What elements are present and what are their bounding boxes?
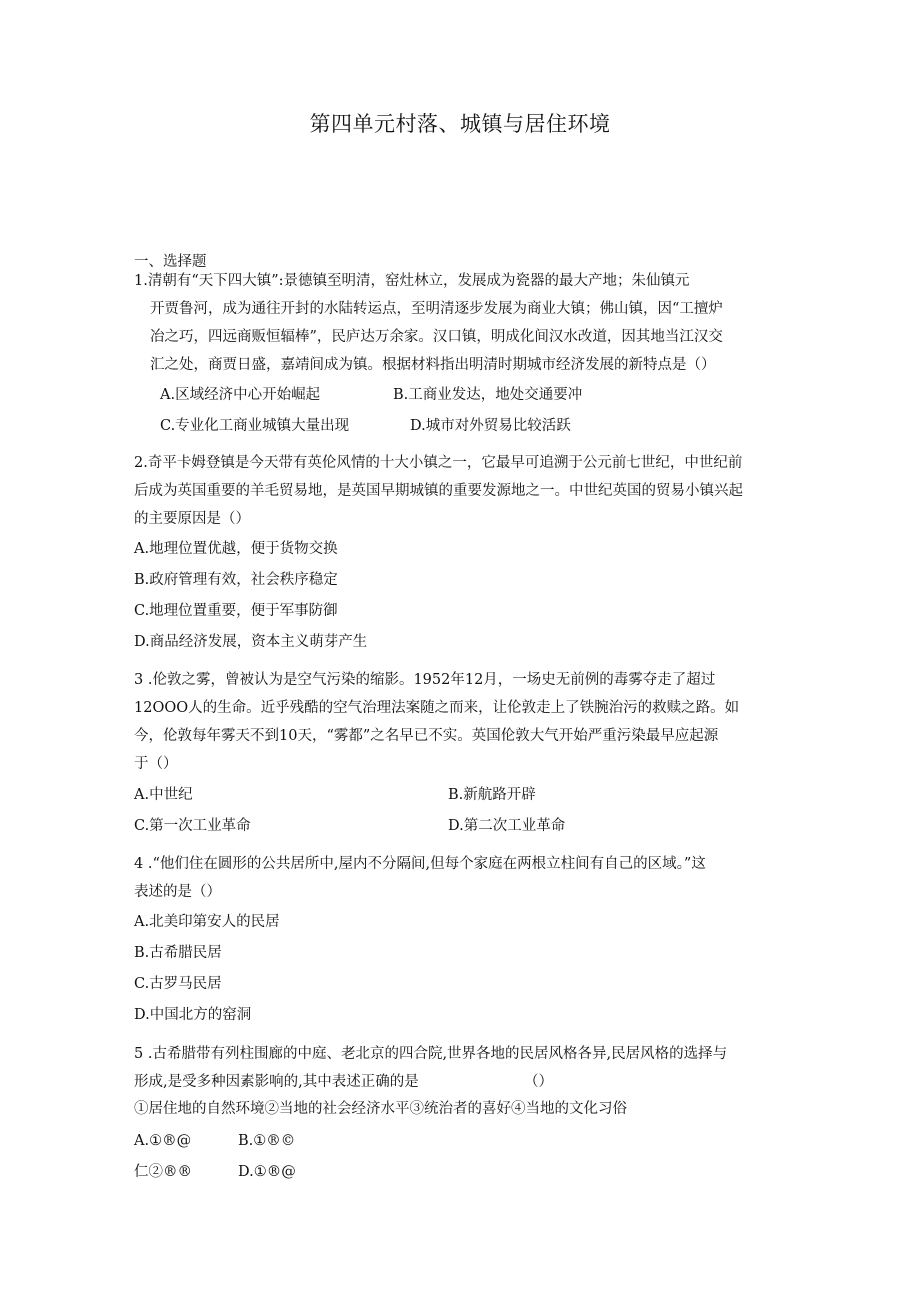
q4-option-b: B.古希腊民居 [134, 945, 222, 961]
q4-option-c: C.古罗马民居 [134, 976, 222, 992]
q4-line-1: 4 .“他们住在圆形的公共居所中,屋内不分隔间,但每个家庭在两根立柱间有自己的区域。”这 [134, 856, 706, 872]
q1-line-3: 冶之巧，四远商贩恒辐棒”，民庐达万余家。汉口镇，明成化间汉水改道，因其地当江汉交 [150, 329, 723, 345]
q1-option-c: C.专业化工商业城镇大量出现 [160, 418, 350, 434]
q2-option-b: B.政府管理有效，社会秩序稳定 [134, 572, 338, 588]
q5-option-a: A.①®@ [134, 1133, 192, 1149]
q3-option-b: B.新航路开辟 [448, 787, 536, 803]
q2-line-2: 后成为英国重要的羊毛贸易地，是英国早期城镇的重要发源地之一。中世纪英国的贸易小镇兴起 [134, 483, 743, 499]
q2-line-3: 的主要原因是（） [134, 511, 250, 527]
q5-line-1: 5 .古希腊带有列柱围廊的中庭、老北京的四合院,世界各地的民居风格各异,民居风格的选择与 [134, 1046, 728, 1062]
q4-option-a: A.北美印第安人的民居 [134, 914, 280, 930]
q3-line-1: 3 .伦敦之雾，曾被认为是空气污染的缩影。1952年12月，一场史无前例的毒雾夺走了超过 [134, 672, 716, 688]
q5-option-b: B.①®© [238, 1133, 296, 1149]
q1-option-a: A.区域经济中心开始崛起 [160, 387, 321, 403]
q3-option-d: D.第二次工业革命 [448, 818, 566, 834]
q1-line-2: 开贾鲁河，成为通往开封的水陆转运点，至明清逐步发展为商业大镇；佛山镇，因“工擅炉 [150, 301, 723, 317]
q5-answer-bracket: （） [524, 1074, 553, 1090]
q4-line-2: 表述的是（） [134, 884, 221, 900]
q2-option-a: A.地理位置优越，便于货物交换 [134, 541, 338, 557]
q5-option-c: 仁②®® [134, 1164, 192, 1180]
section-heading: 一、选择题 [134, 254, 207, 270]
q2-line-1: 2.奇平卡姆登镇是今天带有英伦风情的十大小镇之一，它最早可追溯于公元前七世纪，中世纪前 [134, 455, 743, 471]
q3-option-c: C.第一次工业革命 [134, 818, 251, 834]
q5-option-d: D.①®@ [238, 1164, 296, 1180]
q1-option-b: B.工商业发达，地处交通要冲 [393, 387, 583, 403]
q1-line-4: 汇之处，商贾日盛，嘉靖间成为镇。根据材料指出明清时期城市经济发展的新特点是（） [150, 357, 716, 373]
q3-line-4: 于（） [134, 756, 178, 772]
q4-option-d: D.中国北方的窑洞 [134, 1007, 252, 1023]
q5-line-2: 形成,是受多种因素影响的,其中表述正确的是 [134, 1074, 419, 1090]
q1-option-d: D.城市对外贸易比较活跃 [410, 418, 571, 434]
q3-line-3: 今，伦敦每年雾天不到10天，“雾都”之名早已不实。英国伦敦大气开始严重污染最早应起源 [134, 728, 719, 744]
q5-line-3: ①居住地的自然环境②当地的社会经济水平③统治者的喜好④当地的文化习俗 [134, 1101, 627, 1117]
q3-option-a: A.中世纪 [134, 787, 193, 803]
page-title: 第四单元村落、城镇与居住环境 [309, 112, 611, 136]
q2-option-d: D.商品经济发展，资本主义萌芽产生 [134, 634, 368, 650]
q1-line-1: 1.清朝有“天下四大镇”:景德镇至明清，窑灶林立，发展成为瓷器的最大产地；朱仙镇元 [134, 273, 690, 289]
q3-line-2: 12OOO人的生命。近乎残酷的空气治理法案随之而来，让伦敦走上了铁腕治污的救赎之路。如 [134, 700, 740, 716]
q2-option-c: C.地理位置重要，便于军事防御 [134, 603, 338, 619]
